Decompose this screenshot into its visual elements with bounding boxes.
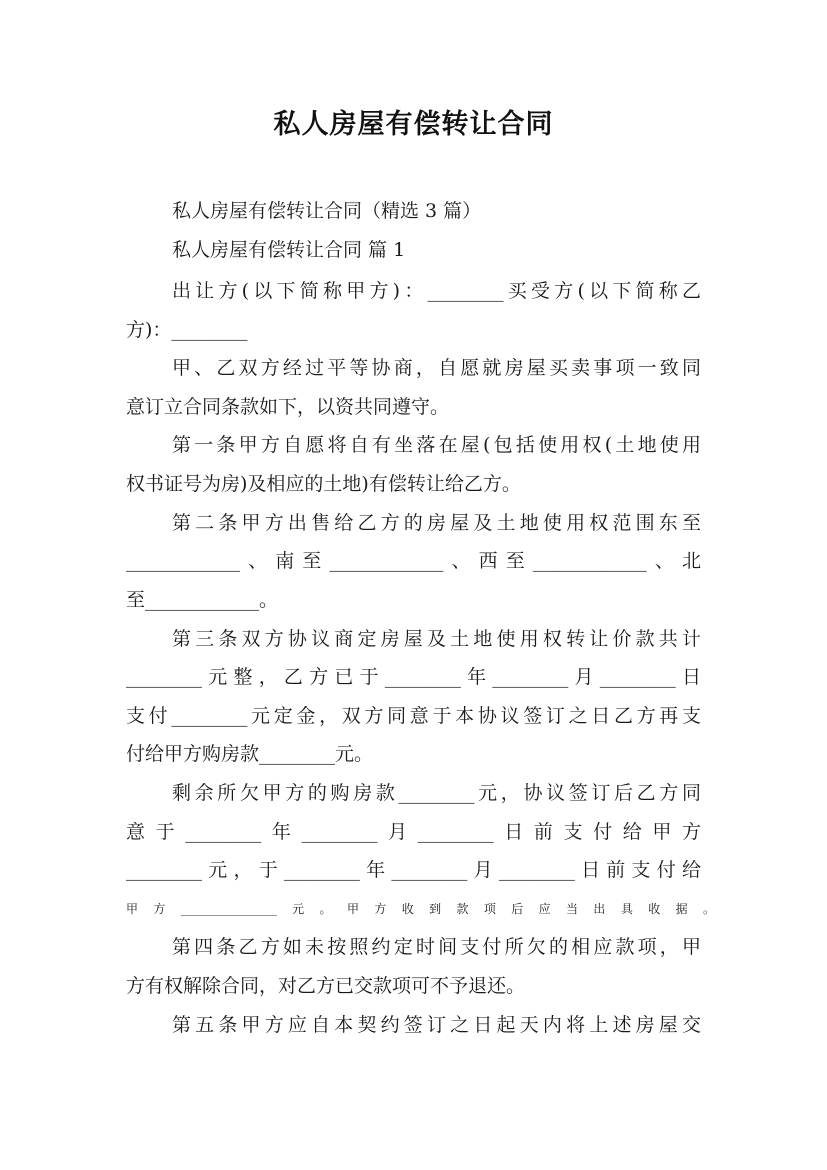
paragraph-line: 第二条甲方出售给乙方的房屋及土地使用权范围东至 — [172, 512, 701, 534]
paragraph-line: 甲、乙双方经过平等协商，自愿就房屋买卖事项一致同 — [172, 357, 701, 379]
paragraph-line: 剩余所欠甲方的购房款________元，协议签订后乙方同 — [172, 782, 701, 804]
subtitle-line: 私人房屋有偿转让合同（精选 3 篇） — [172, 200, 482, 222]
section-heading: 私人房屋有偿转让合同 篇 1 — [172, 239, 406, 261]
paragraph-line: 出让方(以下简称甲方)：________买受方(以下简称乙 — [172, 280, 701, 302]
paragraph-line: 第三条双方协议商定房屋及土地使用权转让价款共计 — [172, 628, 701, 650]
paragraph-line: 意订立合同条款如下，以资共同遵守。 — [126, 396, 450, 418]
paragraph-line: ________元，于________年________月________日前支付给 — [126, 859, 701, 881]
paragraph-line: 至____________。 — [126, 589, 279, 611]
paragraph-line: 方有权解除合同，对乙方已交款项可不予退还。 — [126, 975, 526, 997]
paragraph-line: 支付________元定金，双方同意于本协议签订之日乙方再支 — [126, 705, 701, 727]
paragraph-line: 第四条乙方如未按照约定时间支付所欠的相应款项，甲 — [172, 936, 701, 958]
paragraph-line: 权书证号为房)及相应的土地)有偿转让给乙方。 — [126, 473, 521, 495]
paragraph-line: 付给甲方购房款________元。 — [126, 743, 374, 765]
paragraph-line: ____________、南至____________、西至____________、北 — [126, 550, 701, 572]
paragraph-line: 方)：________ — [126, 319, 248, 341]
paragraph-line: 甲方________________元。甲方收到款项后应当出具收据。 — [126, 902, 715, 916]
paragraph-line: 意于________年________月________日前支付给甲方 — [126, 821, 701, 843]
paragraph-line: 第五条甲方应自本契约签订之日起天内将上述房屋交 — [172, 1014, 701, 1036]
document-title: 私人房屋有偿转让合同 — [273, 109, 554, 140]
paragraph-line: ________元整，乙方已于________年________月________日 — [126, 666, 701, 688]
paragraph-line: 第一条甲方自愿将自有坐落在屋(包括使用权(土地使用 — [172, 434, 701, 456]
